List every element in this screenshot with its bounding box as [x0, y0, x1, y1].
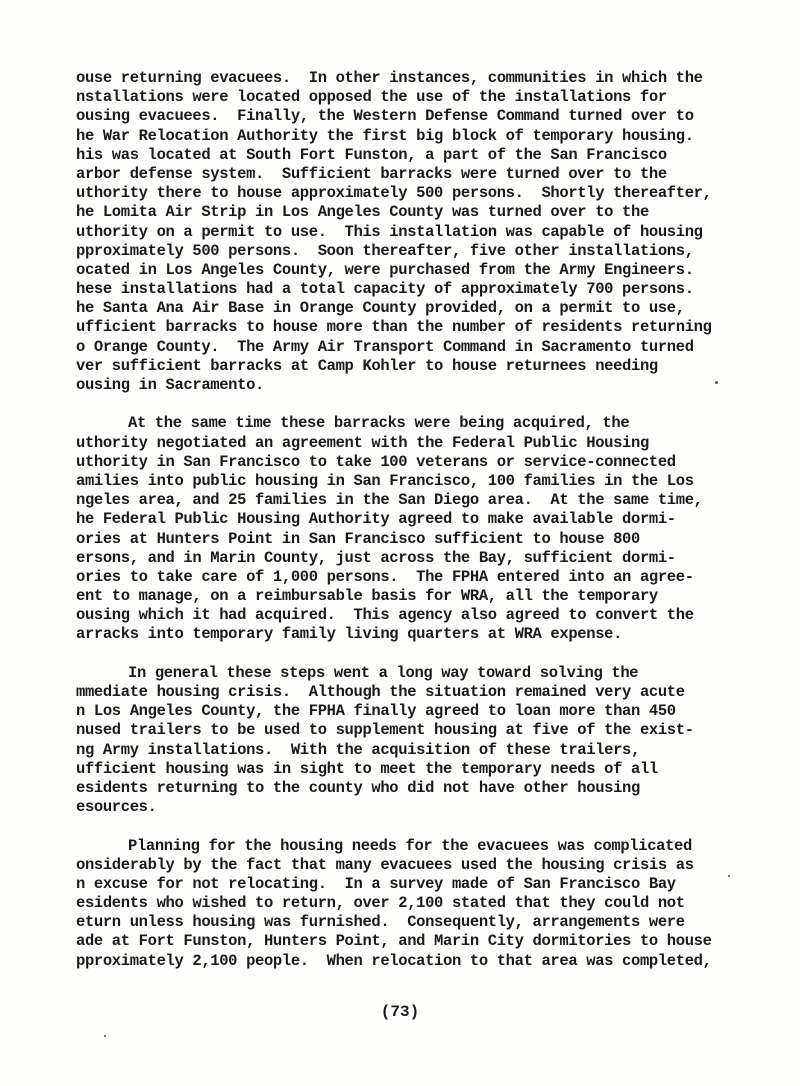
text-line: hese installations had a total capacity of approximately 700 persons.: [76, 280, 694, 299]
body-text: [76, 69, 776, 990]
text-line: o Orange County. The Army Air Transport Command in Sacramento turned: [76, 337, 694, 356]
text-line: ories to take care of 1,000 persons. The FPHA entered into an agree-: [76, 567, 694, 586]
text-line: At the same time these barracks were being acquired, the: [128, 414, 630, 433]
text-line: ufficient housing was in sight to meet the temporary needs of all: [76, 759, 658, 778]
text-line: In general these steps went a long way toward solving the: [128, 663, 639, 682]
text-line: he Federal Public Housing Authority agreed to make available dormi-: [76, 510, 676, 529]
text-line: esidents who wished to return, over 2,100 stated that they could not: [76, 894, 685, 913]
text-line: ufficient barracks to house more than the number of residents returning: [76, 318, 712, 337]
paragraph-3: [76, 664, 776, 818]
text-line: ousing evacuees. Finally, the Western Defense Command turned over to: [76, 107, 694, 126]
text-line: pproximately 500 persons. Soon thereafter, five other installations,: [76, 241, 694, 260]
text-line: mmediate housing crisis. Although the situation remained very acute: [76, 683, 685, 701]
text-line: he Santa Ana Air Base in Orange County provided, on a permit to use,: [76, 299, 685, 318]
text-line: uthority there to house approximately 500 persons. Shortly thereafter,: [76, 184, 712, 203]
text-line: arracks into temporary family living quarters at WRA expense.: [76, 625, 623, 644]
text-line: ver sufficient barracks at Camp Kohler to house returnees needing: [76, 356, 658, 375]
text-line: ocated in Los Angeles County, were purchased from the Army Engineers.: [76, 260, 694, 279]
text-line: ng Army installations. With the acquisition of these trailers,: [76, 740, 640, 759]
text-line: ersons, and in Marin County, just across the Bay, sufficient dormi-: [76, 548, 676, 567]
text-line: ories at Hunters Point in San Francisco sufficient to house 800: [76, 529, 640, 548]
text-line: uthority negotiated an agreement with the Federal Public Housing: [76, 433, 649, 452]
scan-speck: [728, 875, 730, 877]
text-line: eturn unless housing was furnished. Consequently, arrangements were: [76, 913, 685, 932]
paragraph-4: [76, 837, 776, 971]
paragraph-1: [76, 69, 776, 395]
text-line: n excuse for not relocating. In a survey made of San Francisco Bay: [76, 874, 676, 893]
text-line: ouse returning evacuees. In other instances, communities in which the: [76, 69, 703, 87]
text-line: esidents returning to the county who did not have other housing: [76, 778, 640, 797]
text-line: n Los Angeles County, the FPHA finally agreed to loan more than 450: [76, 702, 676, 721]
text-line: ousing in Sacramento.: [76, 376, 264, 394]
text-line: ade at Fort Funston, Hunters Point, and Marin City dormitories to house: [76, 932, 712, 951]
paragraph-2: [76, 414, 776, 644]
text-line: esources.: [76, 798, 157, 817]
text-line: he Lomita Air Strip in Los Angeles County was turned over to the: [76, 203, 649, 222]
text-line: his was located at South Fort Funston, a part of the San Francisco: [76, 145, 667, 164]
text-line: ngeles area, and 25 families in the San Diego area. At the same time,: [76, 491, 703, 510]
text-line: arbor defense system. Sufficient barracks were turned over to the: [76, 164, 667, 183]
text-line: onsiderably by the fact that many evacuees used the housing crisis as: [76, 855, 694, 874]
text-line: pproximately 2,100 people. When relocation to that area was completed,: [76, 951, 712, 970]
text-line: amilies into public housing in San Francisco, 100 families in the Los: [76, 471, 694, 490]
text-line: ent to manage, on a reimbursable basis for WRA, all the temporary: [76, 587, 658, 606]
page-number: (73): [380, 1003, 420, 1021]
text-line: ousing which it had acquired. This agency also agreed to convert the: [76, 606, 694, 625]
text-line: nused trailers to be used to supplement housing at five of the exist-: [76, 721, 694, 740]
text-line: he War Relocation Authority the first big block of temporary housing.: [76, 126, 694, 145]
text-line: nstallations were located opposed the use of the installations for: [76, 88, 667, 107]
text-line: uthority on a permit to use. This installation was capable of housing: [76, 222, 703, 241]
text-line: Planning for the housing needs for the evacuees was complicated: [128, 836, 692, 855]
text-line: uthority in San Francisco to take 100 veterans or service-connected: [76, 452, 676, 471]
scan-speck: [104, 1035, 106, 1037]
scan-speck: [715, 381, 718, 384]
